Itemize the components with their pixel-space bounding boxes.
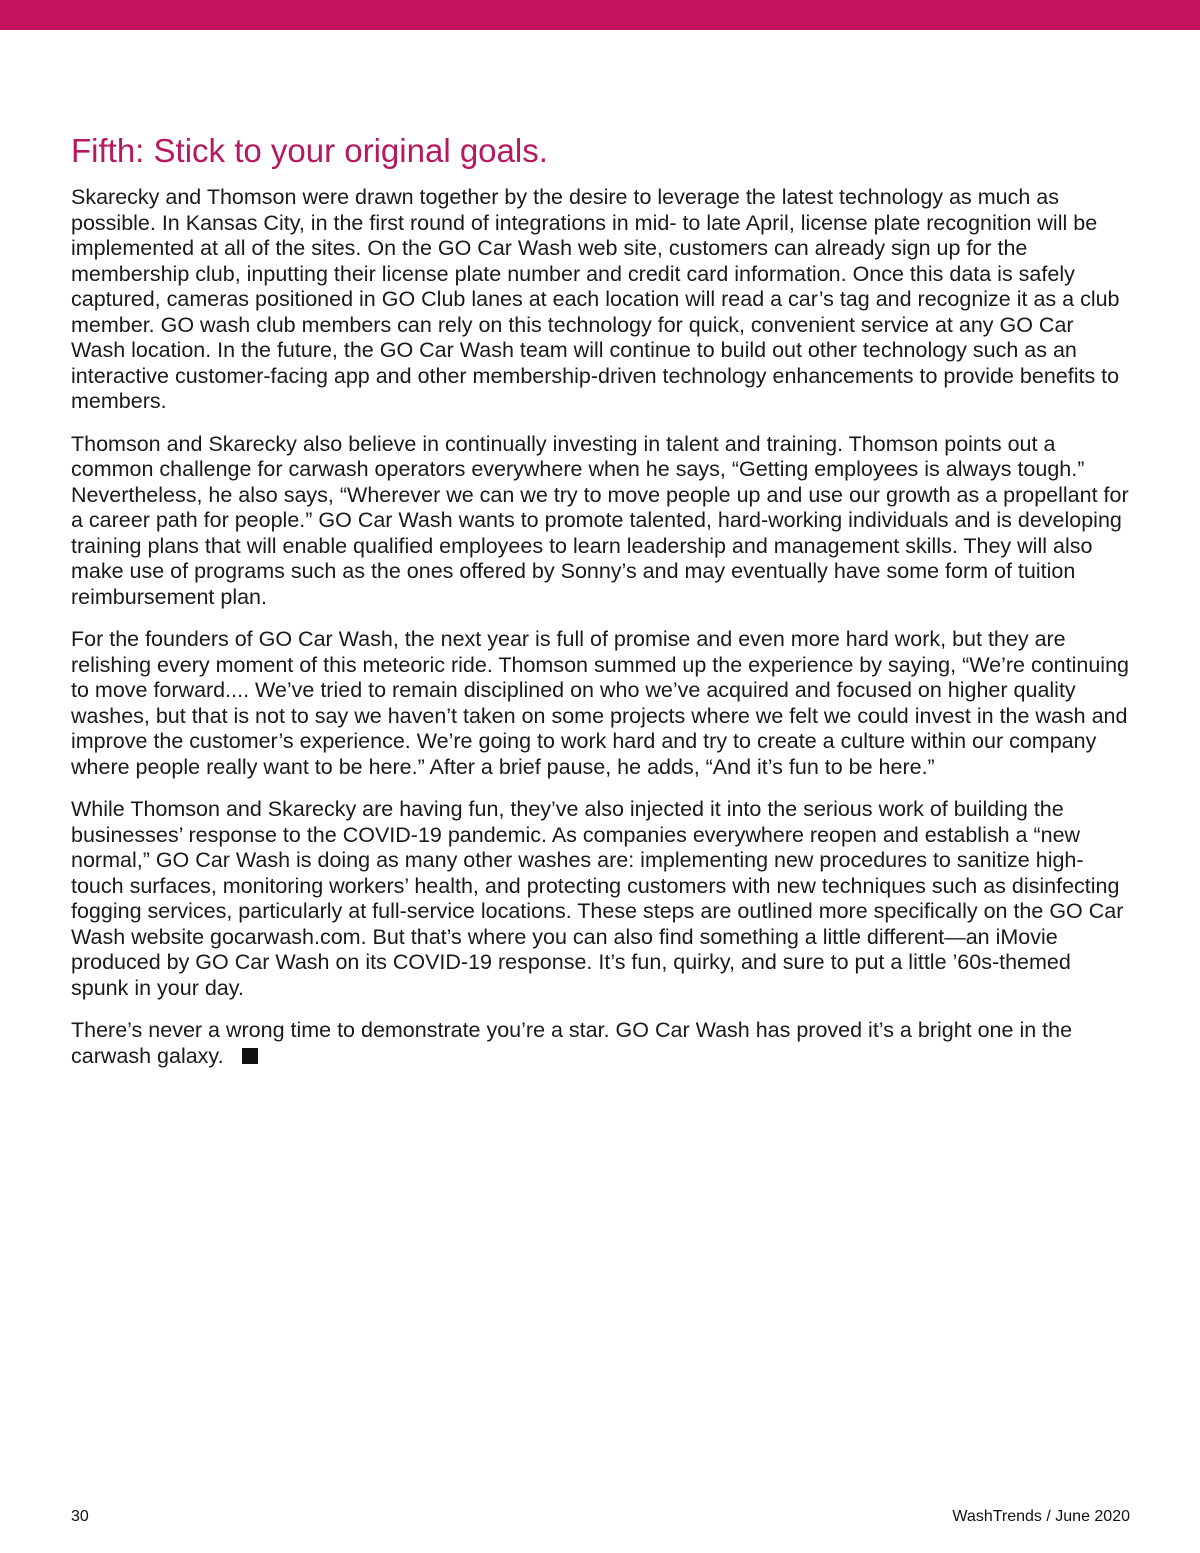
- paragraph-5: [71, 1018, 1131, 1069]
- paragraph-5-text: There’s never a wrong time to demonstrate you’re a star. GO Car Wash has proved it’s a bright one in the carwash galaxy.: [71, 1018, 1073, 1068]
- paragraph-2: Thomson and Skarecky also believe in continually investing in talent and training. Thomson points out a common challenge for carwash operators everywhere when he says, “Getting employees is always tough.” Nevertheless, he also says, “Wherever we can we try to move people up and use our growth as a propellant for a career path for people.” GO Car Wash wants to promote talented, hard-working individuals and is developing training plans that will enable qualified employees to learn leadership and management skills. They will also make use of programs such as the ones offered by Sonny’s and may eventually have some form of tuition reimbursement plan.: [71, 431, 1129, 609]
- page-number: 30: [71, 1508, 89, 1525]
- paragraph-1: Skarecky and Thomson were drawn together by the desire to leverage the latest technology as much as possible. In Kansas City, in the first round of integrations in mid- to late April, license plate recognition will be implemented at all of the sites. On the GO Car Wash web site, customers can already sign up for the membership club, inputting their license plate number and credit card information. Once this data is safely captured, cameras positioned in GO Club lanes at each location will read a car’s tag and recognize it as a club member. GO wash club members can rely on this technology for quick, convenient service at any GO Car Wash location. In the future, the GO Car Wash team will continue to build out other technology such as an interactive customer-facing app and other membership-driven technology enhancements to provide benefits to members.: [71, 185, 1120, 413]
- paragraph-4: While Thomson and Skarecky are having fun, they’ve also injected it into the serious work of building the businesses’ response to the COVID-19 pandemic. As companies everywhere reopen and establish a “new normal,” GO Car Wash is doing as many other washes are: implementing new procedures to sanitize high-touch surfaces, monitoring workers’ health, and protecting customers with new techniques such as disinfecting fogging services, particularly at full-service locations. These steps are outlined more specifically on the GO Car Wash website gocarwash.com. But that’s where you can also find something a little different—an iMovie produced by GO Car Wash on its COVID-19 response. It’s fun, quirky, and sure to put a little ’60s-themed spunk in your day.: [71, 797, 1124, 1000]
- paragraph-3: For the founders of GO Car Wash, the next year is full of promise and even more hard work, but they are relishing every moment of this meteoric ride. Thomson summed up the experience by saying, “We’re continuing to move forward.... We’ve tried to remain disciplined on who we’ve acquired and focused on higher quality washes, but that is not to say we haven’t taken on some projects where we felt we could invest in the wash and improve the customer’s experience. We’re going to work hard and try to create a culture within our company where people really want to be here.” After a brief pause, he adds, “And it’s fun to be here.”: [71, 627, 1129, 779]
- section-heading: Fifth: Stick to your original goals.: [71, 132, 548, 169]
- publication-footer: WashTrends / June 2020: [952, 1508, 1130, 1525]
- top-accent-bar: [0, 0, 1200, 30]
- end-of-article-square-icon: [242, 1048, 258, 1064]
- article-body: [71, 131, 1131, 1086]
